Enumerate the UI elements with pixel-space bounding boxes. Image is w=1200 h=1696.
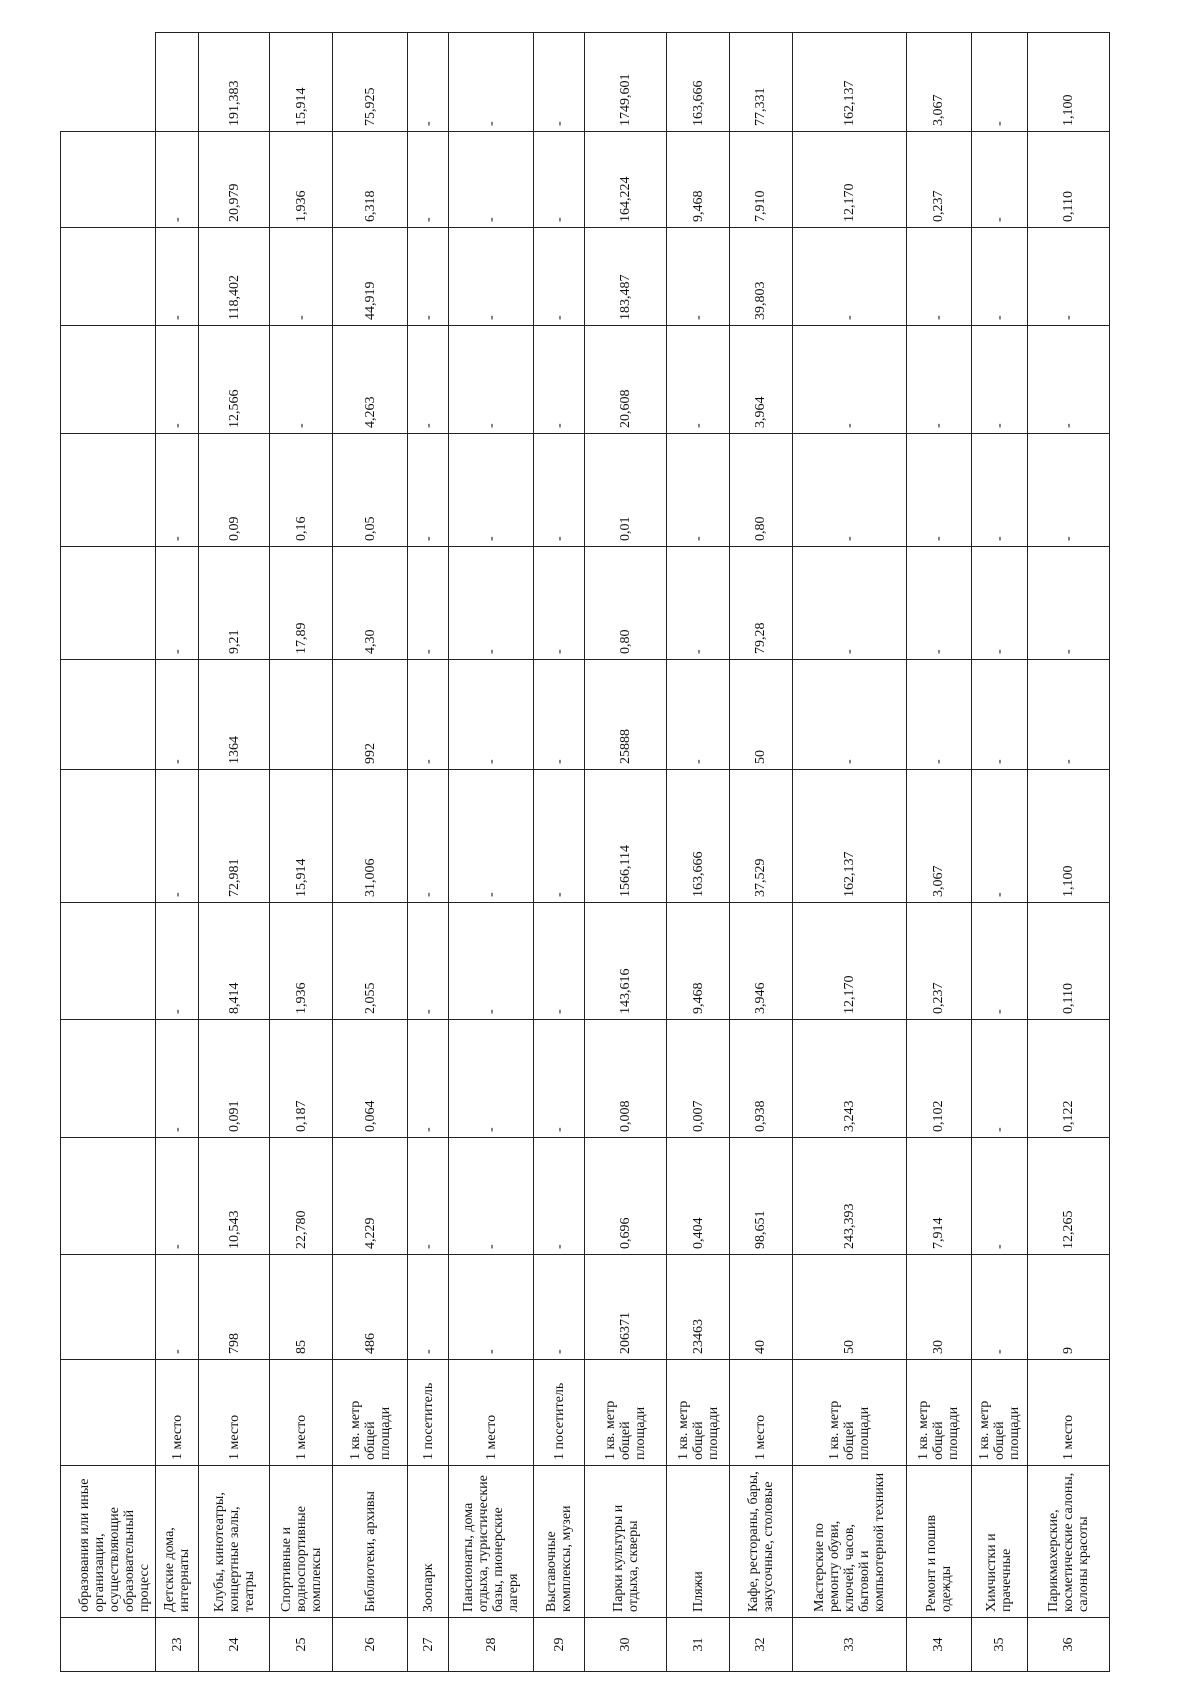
row-number: 25 <box>270 1618 333 1672</box>
value-cell: - <box>449 770 533 903</box>
value-cell: 0,80 <box>730 434 793 547</box>
row-number: 23 <box>155 1618 198 1672</box>
row-number: 36 <box>1027 1618 1109 1672</box>
value-cell: 0,122 <box>1027 1020 1109 1138</box>
value-cell: 0,01 <box>585 434 667 547</box>
value-cell: - <box>408 1020 449 1138</box>
table-row <box>585 33 667 1672</box>
value-cell: 1,100 <box>1027 33 1109 132</box>
unit-cell: 1 кв. метр общей площади <box>332 1360 408 1466</box>
value-cell: 0,16 <box>270 434 333 547</box>
unit-cell: 1 кв. метр общей площади <box>667 1360 730 1466</box>
value-cell: - <box>1027 434 1109 547</box>
value-cell: - <box>155 326 198 434</box>
value-cell: 15,914 <box>270 770 333 903</box>
unit-cell: 1 место <box>1027 1360 1109 1466</box>
value-cell: - <box>449 1255 533 1360</box>
value-cell: 0,091 <box>199 1020 270 1138</box>
value-cell: 0,102 <box>907 1020 972 1138</box>
value-cell: - <box>408 33 449 132</box>
value-cell: 1,100 <box>1027 770 1109 903</box>
value-cell: 4,229 <box>332 1138 408 1255</box>
value-cell: - <box>155 660 198 770</box>
value-cell: - <box>1027 326 1109 434</box>
value-cell: - <box>667 547 730 660</box>
value-cell: 118,402 <box>199 228 270 326</box>
table-row <box>667 33 730 1672</box>
unit-cell: 1 место <box>155 1360 198 1466</box>
unit-cell: 1 посетитель <box>533 1360 585 1466</box>
value-cell: 3,243 <box>792 1020 906 1138</box>
table-row <box>907 33 972 1672</box>
value-cell: - <box>971 547 1027 660</box>
row-number: 30 <box>585 1618 667 1672</box>
value-cell: 79,28 <box>730 547 793 660</box>
value-cell: 243,393 <box>792 1138 906 1255</box>
value-cell: 8,414 <box>199 903 270 1020</box>
value-cell: 17,89 <box>270 547 333 660</box>
value-cell: 143,616 <box>585 903 667 1020</box>
value-cell: - <box>449 660 533 770</box>
value-cell: - <box>533 1020 585 1138</box>
value-cell: - <box>155 770 198 903</box>
value-cell: 7,910 <box>730 132 793 228</box>
value-cell: 3,067 <box>907 33 972 132</box>
value-cell: 0,008 <box>585 1020 667 1138</box>
value-cell: 98,651 <box>730 1138 793 1255</box>
value-cell: - <box>408 903 449 1020</box>
value-cell: - <box>533 1255 585 1360</box>
unit-cell: 1 кв. метр общей площади <box>971 1360 1027 1466</box>
table-row <box>199 33 270 1672</box>
value-cell: 12,265 <box>1027 1138 1109 1255</box>
value-cell: - <box>408 660 449 770</box>
value-cell: - <box>971 228 1027 326</box>
facility-name: Выставочные комплексы, музеи <box>533 1466 585 1618</box>
value-cell: 162,137 <box>792 770 906 903</box>
value-cell: 0,237 <box>907 132 972 228</box>
value-cell: - <box>155 1138 198 1255</box>
name-cell: образования или иные организации, осуществляющие образовательный процесс <box>61 1466 156 1618</box>
value-cell: 31,006 <box>332 770 408 903</box>
value-cell: 0,064 <box>332 1020 408 1138</box>
value-cell: 37,529 <box>730 770 793 903</box>
value-cell: - <box>408 547 449 660</box>
value-cell: 183,487 <box>585 228 667 326</box>
row-number: 31 <box>667 1618 730 1672</box>
value-cell: 50 <box>792 1255 906 1360</box>
value-cell: - <box>533 228 585 326</box>
value-cell: - <box>155 1020 198 1138</box>
table-row <box>449 33 533 1672</box>
value-cell: - <box>270 228 333 326</box>
value-cell: - <box>408 326 449 434</box>
value-cell: - <box>971 1138 1027 1255</box>
value-cell: - <box>1027 660 1109 770</box>
facility-name: Ремонт и пошив одежды <box>907 1466 972 1618</box>
value-cell: - <box>408 1138 449 1255</box>
value-cell: - <box>907 660 972 770</box>
value-cell: 0,110 <box>1027 132 1109 228</box>
value-cell: 9,468 <box>667 132 730 228</box>
facility-name: Спортивные и водноспортивные комплексы <box>270 1466 333 1618</box>
value-cell <box>270 660 333 770</box>
unit-cell: 1 место <box>730 1360 793 1466</box>
value-cell: - <box>907 547 972 660</box>
unit-cell: 1 место <box>199 1360 270 1466</box>
value-cell: - <box>971 1020 1027 1138</box>
value-cell: 0,007 <box>667 1020 730 1138</box>
value-cell: - <box>792 660 906 770</box>
value-cell: - <box>907 228 972 326</box>
facility-name: Парки культуры и отдыха, скверы <box>585 1466 667 1618</box>
value-cell: - <box>449 903 533 1020</box>
facility-name: Парикмахерские, косметические салоны, салоны красоты <box>1027 1466 1109 1618</box>
table-row <box>155 33 198 1672</box>
value-cell: 3,964 <box>730 326 793 434</box>
value-cell: 1364 <box>199 660 270 770</box>
value-cell: - <box>408 770 449 903</box>
table-row <box>792 33 906 1672</box>
value-cell: 798 <box>199 1255 270 1360</box>
value-cell: - <box>449 228 533 326</box>
value-cell: - <box>792 228 906 326</box>
value-cell: 4,30 <box>332 547 408 660</box>
value-cell: - <box>155 434 198 547</box>
value-cell: 22,780 <box>270 1138 333 1255</box>
facility-name: Клубы, кинотеатры, концертные залы, театры <box>199 1466 270 1618</box>
facility-name: Химчистки и прачечные <box>971 1466 1027 1618</box>
value-cell: - <box>971 903 1027 1020</box>
value-cell: - <box>408 132 449 228</box>
value-cell: 0,237 <box>907 903 972 1020</box>
value-cell: 85 <box>270 1255 333 1360</box>
value-cell: - <box>533 547 585 660</box>
value-cell: - <box>533 434 585 547</box>
value-cell: 1,936 <box>270 132 333 228</box>
value-cell: 20,608 <box>585 326 667 434</box>
value-cell: 0,110 <box>1027 903 1109 1020</box>
num-cell <box>61 1618 156 1672</box>
value-cell: - <box>155 228 198 326</box>
value-cell: 206371 <box>585 1255 667 1360</box>
value-cell: - <box>408 434 449 547</box>
value-cell: 0,09 <box>199 434 270 547</box>
value-cell: 72,981 <box>199 770 270 903</box>
value-cell: 10,543 <box>199 1138 270 1255</box>
value-cell: 3,946 <box>730 903 793 1020</box>
value-cell: - <box>907 434 972 547</box>
value-cell: - <box>449 1138 533 1255</box>
value-cell: 25888 <box>585 660 667 770</box>
value-cell: - <box>971 770 1027 903</box>
value-cell: 50 <box>730 660 793 770</box>
value-cell: 30 <box>907 1255 972 1360</box>
row-number: 34 <box>907 1618 972 1672</box>
value-cell: - <box>971 434 1027 547</box>
value-cell: 39,803 <box>730 228 793 326</box>
value-cell: - <box>449 33 533 132</box>
facility-name: Кафе, рестораны, бары, закусочные, столовые <box>730 1466 793 1618</box>
data-table <box>60 32 1110 1672</box>
value-cell: 162,137 <box>792 33 906 132</box>
value-cell: - <box>1027 228 1109 326</box>
value-cell: 992 <box>332 660 408 770</box>
value-cell: 191,383 <box>199 33 270 132</box>
value-cell: - <box>1027 547 1109 660</box>
value-cell: - <box>155 903 198 1020</box>
value-cell: - <box>408 1255 449 1360</box>
table-row <box>270 33 333 1672</box>
value-cell: 20,979 <box>199 132 270 228</box>
table-body <box>61 33 1110 1672</box>
value-cell: - <box>533 660 585 770</box>
value-cell: - <box>667 228 730 326</box>
value-cell: - <box>971 1255 1027 1360</box>
value-cell: - <box>792 547 906 660</box>
unit-cell: 1 кв. метр общей площади <box>907 1360 972 1466</box>
value-cell: 7,914 <box>907 1138 972 1255</box>
value-cell: 15,914 <box>270 33 333 132</box>
value-cell: 0,80 <box>585 547 667 660</box>
facility-name: Библиотеки, архивы <box>332 1466 408 1618</box>
row-number: 24 <box>199 1618 270 1672</box>
value-cell: 486 <box>332 1255 408 1360</box>
value-cell: 0,05 <box>332 434 408 547</box>
value-cell: 12,566 <box>199 326 270 434</box>
value-cell: 3,067 <box>907 770 972 903</box>
value-cell: - <box>449 326 533 434</box>
value-cell: 1566,114 <box>585 770 667 903</box>
value-cell: 163,666 <box>667 33 730 132</box>
unit-cell: 1 место <box>449 1360 533 1466</box>
value-cell: - <box>667 326 730 434</box>
value-cell: - <box>792 434 906 547</box>
value-cell: 4,263 <box>332 326 408 434</box>
value-cell: 0,938 <box>730 1020 793 1138</box>
table-row <box>730 33 793 1672</box>
row-number: 29 <box>533 1618 585 1672</box>
row-number: 28 <box>449 1618 533 1672</box>
value-cell: 44,919 <box>332 228 408 326</box>
value-cell: - <box>533 326 585 434</box>
value-cell: 12,170 <box>792 132 906 228</box>
row-number: 32 <box>730 1618 793 1672</box>
value-cell: - <box>667 434 730 547</box>
value-cell: 6,318 <box>332 132 408 228</box>
row-number: 26 <box>332 1618 408 1672</box>
unit-cell: 1 кв. метр общей площади <box>585 1360 667 1466</box>
value-cell: - <box>408 228 449 326</box>
table-row <box>61 33 156 1672</box>
value-cell: 75,925 <box>332 33 408 132</box>
table-row <box>1027 33 1109 1672</box>
table-row <box>533 33 585 1672</box>
value-cell: - <box>155 547 198 660</box>
value-cell: - <box>971 33 1027 132</box>
facility-name: Пансионаты, дома отдыха, туристические базы, пионерские лагеря <box>449 1466 533 1618</box>
value-cell: - <box>533 1138 585 1255</box>
value-cell: 9,468 <box>667 903 730 1020</box>
value-cell: 1,936 <box>270 903 333 1020</box>
value-cell: - <box>971 132 1027 228</box>
value-cell: 1749,601 <box>585 33 667 132</box>
value-cell: - <box>449 132 533 228</box>
value-cell: - <box>533 33 585 132</box>
facility-name: Детские дома, интернаты <box>155 1466 198 1618</box>
table-row <box>408 33 449 1672</box>
facility-name: Пляжи <box>667 1466 730 1618</box>
value-cell: - <box>792 326 906 434</box>
value-cell <box>155 33 198 132</box>
value-cell: 164,224 <box>585 132 667 228</box>
value-cell: - <box>971 326 1027 434</box>
value-cell: 2,055 <box>332 903 408 1020</box>
value-cell: - <box>155 1255 198 1360</box>
unit-cell: 1 место <box>270 1360 333 1466</box>
value-cell: - <box>449 434 533 547</box>
value-cell: 0,187 <box>270 1020 333 1138</box>
row-number: 33 <box>792 1618 906 1672</box>
value-cell: - <box>533 903 585 1020</box>
value-cell: - <box>155 132 198 228</box>
value-cell: - <box>533 770 585 903</box>
value-cell: - <box>533 132 585 228</box>
value-cell: - <box>667 660 730 770</box>
value-cell: 77,331 <box>730 33 793 132</box>
unit-cell: 1 кв. метр общей площади <box>792 1360 906 1466</box>
value-cell: 0,696 <box>585 1138 667 1255</box>
value-cell: 12,170 <box>792 903 906 1020</box>
value-cell: 0,404 <box>667 1138 730 1255</box>
value-cell: - <box>907 326 972 434</box>
value-cell: 163,666 <box>667 770 730 903</box>
value-cell: - <box>270 326 333 434</box>
unit-cell: 1 посетитель <box>408 1360 449 1466</box>
value-cell: - <box>449 1020 533 1138</box>
value-cell: - <box>971 660 1027 770</box>
value-cell: 40 <box>730 1255 793 1360</box>
facility-name: Зоопарк <box>408 1466 449 1618</box>
row-number: 27 <box>408 1618 449 1672</box>
table-row <box>332 33 408 1672</box>
row-number: 35 <box>971 1618 1027 1672</box>
value-cell: 23463 <box>667 1255 730 1360</box>
value-cell: 9 <box>1027 1255 1109 1360</box>
rotated-page <box>60 32 1110 1672</box>
value-cell: - <box>449 547 533 660</box>
value-cell: 9,21 <box>199 547 270 660</box>
table-row <box>971 33 1027 1672</box>
facility-name: Мастерские по ремонту обуви, ключей, часов, бытовой и компьютерной техники <box>792 1466 906 1618</box>
